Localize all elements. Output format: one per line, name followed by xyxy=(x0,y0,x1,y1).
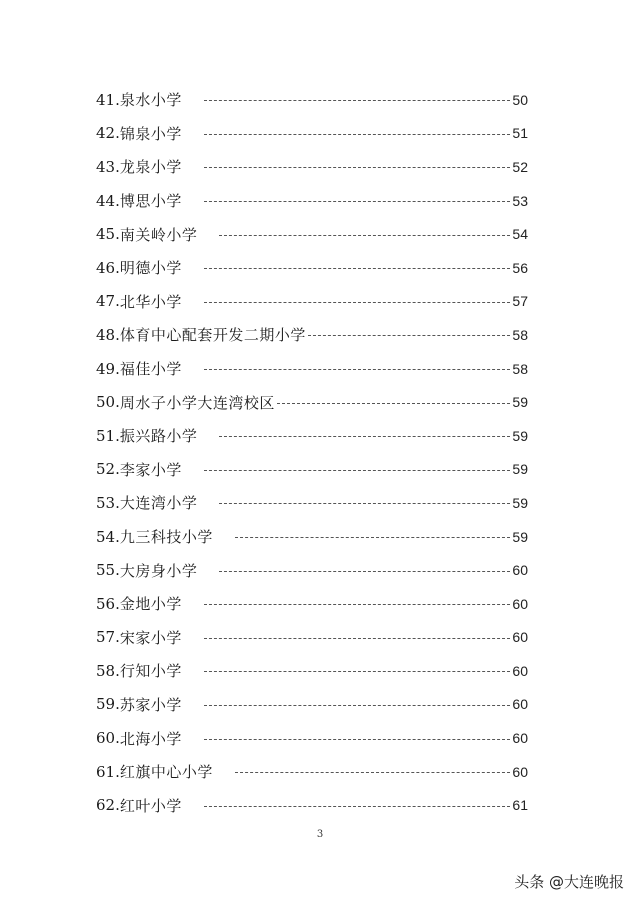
toc-entry[interactable] xyxy=(96,553,528,587)
toc-entry-title: 南关岭小学 xyxy=(119,225,198,244)
toc-entry-page: 59 xyxy=(512,394,528,411)
toc-entry-page: 50 xyxy=(512,91,528,108)
toc-leader-line xyxy=(204,369,511,370)
toc-entry[interactable] xyxy=(96,587,528,621)
toc-entry-title: 泉水小学 xyxy=(119,91,182,110)
toc-entry-page: 58 xyxy=(512,326,528,343)
toc-entry-page: 58 xyxy=(512,360,528,377)
toc-entry-title: 北海小学 xyxy=(119,729,182,748)
toc-entry[interactable] xyxy=(96,352,528,386)
toc-entry-title: 苏家小学 xyxy=(119,695,182,714)
toc-entry[interactable] xyxy=(96,486,528,520)
toc-leader-line xyxy=(204,100,511,101)
toc-leader-line xyxy=(204,705,511,706)
toc-entry[interactable] xyxy=(96,318,528,352)
toc-entry[interactable] xyxy=(96,453,528,487)
toc-entry-number: 55. xyxy=(96,561,120,580)
toc-entry-number: 54. xyxy=(96,527,120,546)
toc-leader-line xyxy=(204,604,511,605)
toc-leader-line xyxy=(204,302,511,303)
toc-entry-page: 53 xyxy=(512,192,528,209)
toc-entry-number: 61. xyxy=(96,762,120,781)
toc-entry-number: 46. xyxy=(96,258,120,277)
toc-entry-title: 周水子小学大连湾校区 xyxy=(119,393,275,412)
table-of-contents xyxy=(96,83,528,822)
toc-entry-page: 60 xyxy=(512,662,528,679)
toc-leader-line xyxy=(277,403,511,404)
toc-leader-line xyxy=(204,671,511,672)
toc-entry-page: 60 xyxy=(512,629,528,646)
toc-leader-line xyxy=(219,503,510,504)
toc-entry-title: 大房身小学 xyxy=(119,561,198,580)
toc-leader-line xyxy=(204,638,511,639)
toc-entry-page: 54 xyxy=(512,226,528,243)
toc-entry-title: 大连湾小学 xyxy=(119,494,198,513)
toc-entry-number: 62. xyxy=(96,796,120,815)
toc-entry-number: 49. xyxy=(96,359,120,378)
toc-entry-number: 56. xyxy=(96,594,120,613)
toc-entry[interactable] xyxy=(96,721,528,755)
toc-leader-line xyxy=(219,436,510,437)
toc-entry-title: 北华小学 xyxy=(119,292,182,311)
toc-entry-number: 58. xyxy=(96,661,120,680)
toc-leader-line xyxy=(219,235,510,236)
toc-entry-title: 体育中心配套开发二期小学 xyxy=(119,326,306,345)
toc-entry-title: 李家小学 xyxy=(119,460,182,479)
toc-entry[interactable] xyxy=(96,217,528,251)
toc-entry-number: 50. xyxy=(96,393,120,412)
watermark: 头条 @大连晚报 xyxy=(514,873,624,891)
toc-entry[interactable] xyxy=(96,688,528,722)
toc-entry[interactable] xyxy=(96,755,528,789)
toc-entry-page: 56 xyxy=(512,259,528,276)
toc-leader-line xyxy=(235,537,511,538)
toc-leader-line xyxy=(308,335,511,336)
toc-leader-line xyxy=(204,268,511,269)
toc-entry-page: 60 xyxy=(512,763,528,780)
toc-leader-line xyxy=(204,167,511,168)
toc-entry-number: 45. xyxy=(96,225,120,244)
toc-entry-title: 博思小学 xyxy=(119,192,182,211)
toc-entry-page: 60 xyxy=(512,562,528,579)
toc-entry-number: 44. xyxy=(96,191,120,210)
toc-entry-number: 48. xyxy=(96,325,120,344)
toc-entry-title: 龙泉小学 xyxy=(119,158,182,177)
toc-leader-line xyxy=(204,134,511,135)
toc-entry-title: 红叶小学 xyxy=(119,796,182,815)
toc-entry-page: 61 xyxy=(512,797,528,814)
toc-entry-title: 宋家小学 xyxy=(119,628,182,647)
toc-entry-title: 红旗中心小学 xyxy=(119,763,213,782)
toc-entry-number: 60. xyxy=(96,729,120,748)
toc-leader-line xyxy=(204,470,511,471)
toc-entry-number: 42. xyxy=(96,124,120,143)
toc-entry[interactable] xyxy=(96,419,528,453)
toc-entry-page: 60 xyxy=(512,595,528,612)
toc-entry-number: 43. xyxy=(96,157,120,176)
toc-entry-page: 59 xyxy=(512,528,528,545)
toc-leader-line xyxy=(204,739,511,740)
toc-entry-page: 59 xyxy=(512,494,528,511)
toc-entry-title: 九三科技小学 xyxy=(119,528,213,547)
toc-entry-page: 60 xyxy=(512,696,528,713)
toc-entry-page: 59 xyxy=(512,461,528,478)
toc-entry-title: 福佳小学 xyxy=(119,360,182,379)
toc-entry-title: 金地小学 xyxy=(119,595,182,614)
toc-entry-page: 59 xyxy=(512,427,528,444)
toc-entry-title: 明德小学 xyxy=(119,259,182,278)
toc-entry-page: 60 xyxy=(512,730,528,747)
toc-leader-line xyxy=(204,201,511,202)
toc-entry[interactable] xyxy=(96,788,528,822)
toc-leader-line xyxy=(204,806,511,807)
toc-entry-title: 锦泉小学 xyxy=(119,124,182,143)
toc-entry-number: 41. xyxy=(96,90,120,109)
toc-entry[interactable] xyxy=(96,385,528,419)
toc-entry[interactable] xyxy=(96,621,528,655)
toc-leader-line xyxy=(235,772,511,773)
toc-entry[interactable] xyxy=(96,117,528,151)
toc-entry[interactable] xyxy=(96,83,528,117)
toc-entry-number: 59. xyxy=(96,695,120,714)
toc-entry[interactable] xyxy=(96,184,528,218)
toc-entry[interactable] xyxy=(96,251,528,285)
toc-leader-line xyxy=(219,571,510,572)
toc-entry[interactable] xyxy=(96,285,528,319)
toc-entry[interactable] xyxy=(96,150,528,184)
toc-entry-number: 52. xyxy=(96,460,120,479)
toc-entry-page: 57 xyxy=(512,293,528,310)
page-number: 3 xyxy=(316,829,324,840)
toc-entry-title: 行知小学 xyxy=(119,662,182,681)
toc-entry-number: 47. xyxy=(96,292,120,311)
toc-entry[interactable] xyxy=(96,520,528,554)
toc-entry-page: 52 xyxy=(512,158,528,175)
toc-entry-number: 51. xyxy=(96,426,120,445)
toc-entry-page: 51 xyxy=(512,125,528,142)
toc-entry[interactable] xyxy=(96,654,528,688)
toc-entry-number: 53. xyxy=(96,493,120,512)
toc-entry-title: 振兴路小学 xyxy=(119,427,198,446)
toc-entry-number: 57. xyxy=(96,628,120,647)
